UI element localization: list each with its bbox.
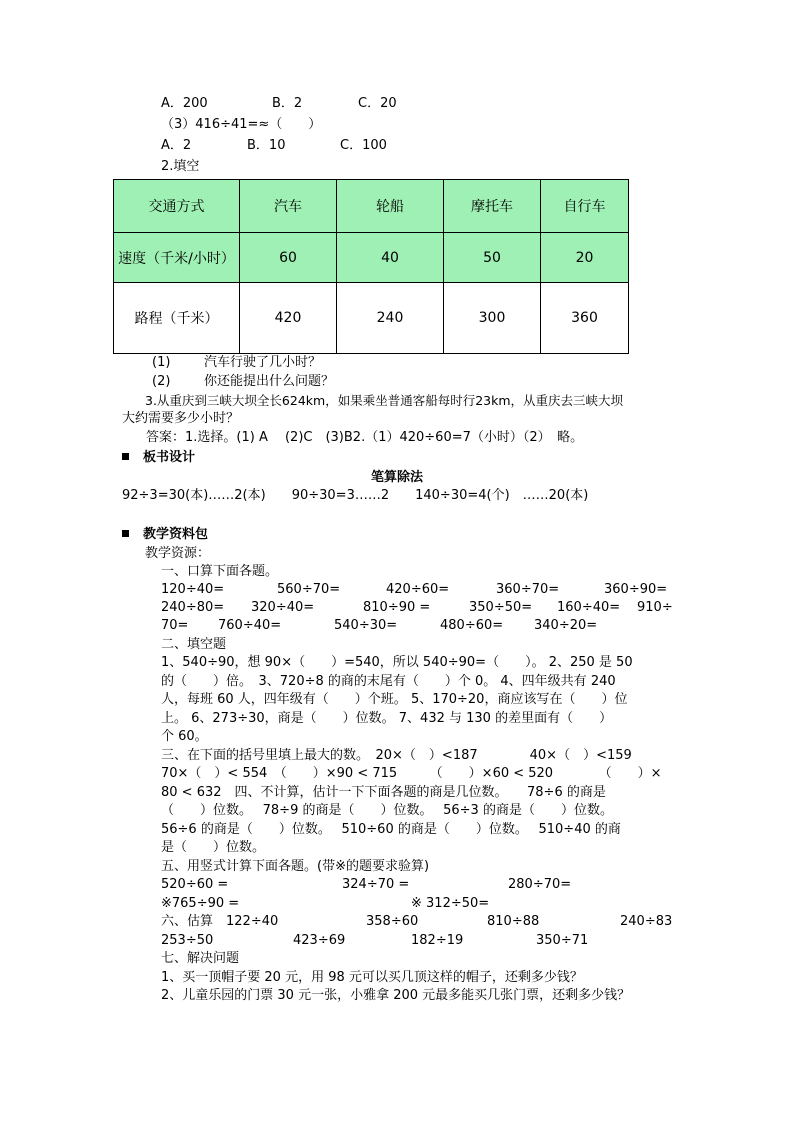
table-cell: 240 (337, 283, 444, 354)
calc-item: 160÷40= (557, 600, 621, 615)
text-line: 80 < 632 四、不计算，估计一下下面各题的商是几位数。 78÷6 的商是 (161, 785, 606, 800)
answer-line: 答案：1.选择。(1) A (2)C (3)B2.（1）420÷60=7（小时）（2） 略。 (146, 430, 584, 445)
row-header: 交通方式 (114, 180, 240, 233)
calc-item: 810÷90 = (363, 600, 431, 615)
option-c: C．100 (340, 138, 387, 153)
text-line: 个 60。 (161, 729, 208, 744)
calc-item: 350÷50= (469, 600, 533, 615)
subq-text: 你还能提出什么问题？ (204, 374, 335, 389)
text-line: 2、儿童乐园的门票 30 元一张，小雅拿 200 元最多能买几张门票，还剩多少钱？ (161, 988, 631, 1003)
calc-item: 560÷70= (277, 582, 341, 597)
column-header: 轮船 (337, 180, 444, 233)
calc-item: 350÷71 (536, 933, 589, 948)
calc-item: 358÷60 (366, 914, 419, 929)
text-line: 是（ ）位数。 (161, 840, 266, 855)
calc-item: 182÷19 (411, 933, 464, 948)
calc-item: 324÷70 = (342, 877, 410, 892)
table-cell: 40 (337, 233, 444, 283)
calc-item: 340÷20= (534, 618, 598, 633)
table-cell: 420 (240, 283, 337, 354)
table-cell: 360 (541, 283, 629, 354)
calc-item: 六、估算 122÷40 (161, 914, 279, 929)
table-cell: 60 (240, 233, 337, 283)
option-a: A．2 (161, 138, 192, 153)
question-3: （3）416÷41=≈（ ） (161, 117, 322, 132)
calc-item: 240÷83 (620, 914, 673, 929)
section-heading (122, 527, 208, 543)
table-cell: 20 (541, 233, 629, 283)
option-c: C．20 (358, 96, 397, 111)
option-a: A．200 (161, 96, 208, 111)
heading-text: 教学资料包 (143, 527, 209, 542)
calc-item: 360÷70= (496, 582, 560, 597)
option-b: B．10 (247, 138, 286, 153)
calc-item: 520÷60 = (161, 877, 229, 892)
column-header: 汽车 (240, 180, 337, 233)
subq-num: (1) (152, 355, 171, 370)
calc-item: 760÷40= (218, 618, 282, 633)
table-cell: 50 (444, 233, 541, 283)
bullet-square-icon (122, 453, 129, 460)
speed-distance-table (113, 179, 629, 354)
calc-item: 540÷30= (334, 618, 398, 633)
section-title: 七、解决问题 (161, 951, 240, 966)
text-line: 人，每班 60 人，四年级有（ ）个班。 5、170÷20，商应该写在（ ）位 (161, 692, 628, 707)
text-line: 56÷6 的商是（ ）位数。 510÷60 的商是（ ）位数。 510÷40 的商 (161, 822, 621, 837)
subq-num: (2) (152, 374, 171, 389)
section-title: 五、用竖式计算下面各题。(带※的题要求验算) (161, 859, 430, 874)
word-problem: 大约需要多少小时？ (122, 411, 240, 426)
resources-label: 教学资源： (145, 546, 211, 561)
text-line: 三、在下面的括号里填上最大的数。 20×（ ）<187 40×（ ）<159 (161, 748, 632, 763)
calc-item: 910÷ (637, 600, 673, 615)
option-b: B．2 (272, 96, 303, 111)
calc-item: ※ 312÷50= (411, 896, 490, 911)
section-title: 二、填空题 (161, 637, 227, 652)
text-line: 1、540÷90，想 90×（ ）=540，所以 540÷90=（ ）。 2、250 是 50 (161, 655, 633, 670)
fill-title: 2.填空 (161, 159, 200, 174)
calc-item: 70= (161, 618, 189, 633)
calc-item: 420÷60= (386, 582, 450, 597)
column-header: 摩托车 (444, 180, 541, 233)
text-line: （ ）位数。 78÷9 的商是（ ）位数。 56÷3 的商是（ ）位数。 (161, 803, 613, 818)
text-line: 上。 6、273÷30，商是（ ）位数。 7、432 与 130 的差里面有（ ） (161, 711, 613, 726)
calc-item: 280÷70= (508, 877, 572, 892)
word-problem: 3.从重庆到三峡大坝全长624km，如果乘坐普通客船每时行23km，从重庆去三峡大坝 (145, 393, 624, 408)
calc-item: 253÷50 (161, 933, 214, 948)
text-line: 1、买一顶帽子要 20 元，用 98 元可以买几顶这样的帽子，还剩多少钱？ (161, 970, 583, 985)
text-line: 70×（ ）< 554 （ ）×90 < 715 （ ）×60 < 520 （ ）× (161, 766, 662, 781)
calc-item: 480÷60= (440, 618, 504, 633)
bullet-square-icon (122, 530, 129, 537)
section-title: 一、口算下面各题。 (161, 564, 279, 579)
calc-item: 360÷90= (604, 582, 668, 597)
column-header: 自行车 (541, 180, 629, 233)
calc-item: ※765÷90 = (161, 896, 240, 911)
row-header: 路程（千米） (114, 283, 240, 354)
calc-item: 810÷88 (487, 914, 540, 929)
board-title: 笔算除法 (370, 470, 423, 485)
board-line: 92÷3=30(本)……2(本) 90÷30=3……2 140÷30=4(个) ……20(本) (122, 488, 589, 503)
calc-item: 120÷40= (161, 582, 225, 597)
calc-item: 320÷40= (251, 600, 315, 615)
text-line: 的（ ）倍。 3、720÷8 的商的末尾有（ ）个 0。 4、四年级共有 240 (161, 674, 616, 689)
calc-item: 240÷80= (161, 600, 225, 615)
row-header: 速度（千米/小时） (114, 233, 240, 283)
subq-text: 汽车行驶了几小时？ (204, 355, 322, 370)
table-cell: 300 (444, 283, 541, 354)
section-heading (122, 450, 195, 466)
heading-text: 板书设计 (143, 450, 196, 465)
calc-item: 423÷69 (293, 933, 346, 948)
